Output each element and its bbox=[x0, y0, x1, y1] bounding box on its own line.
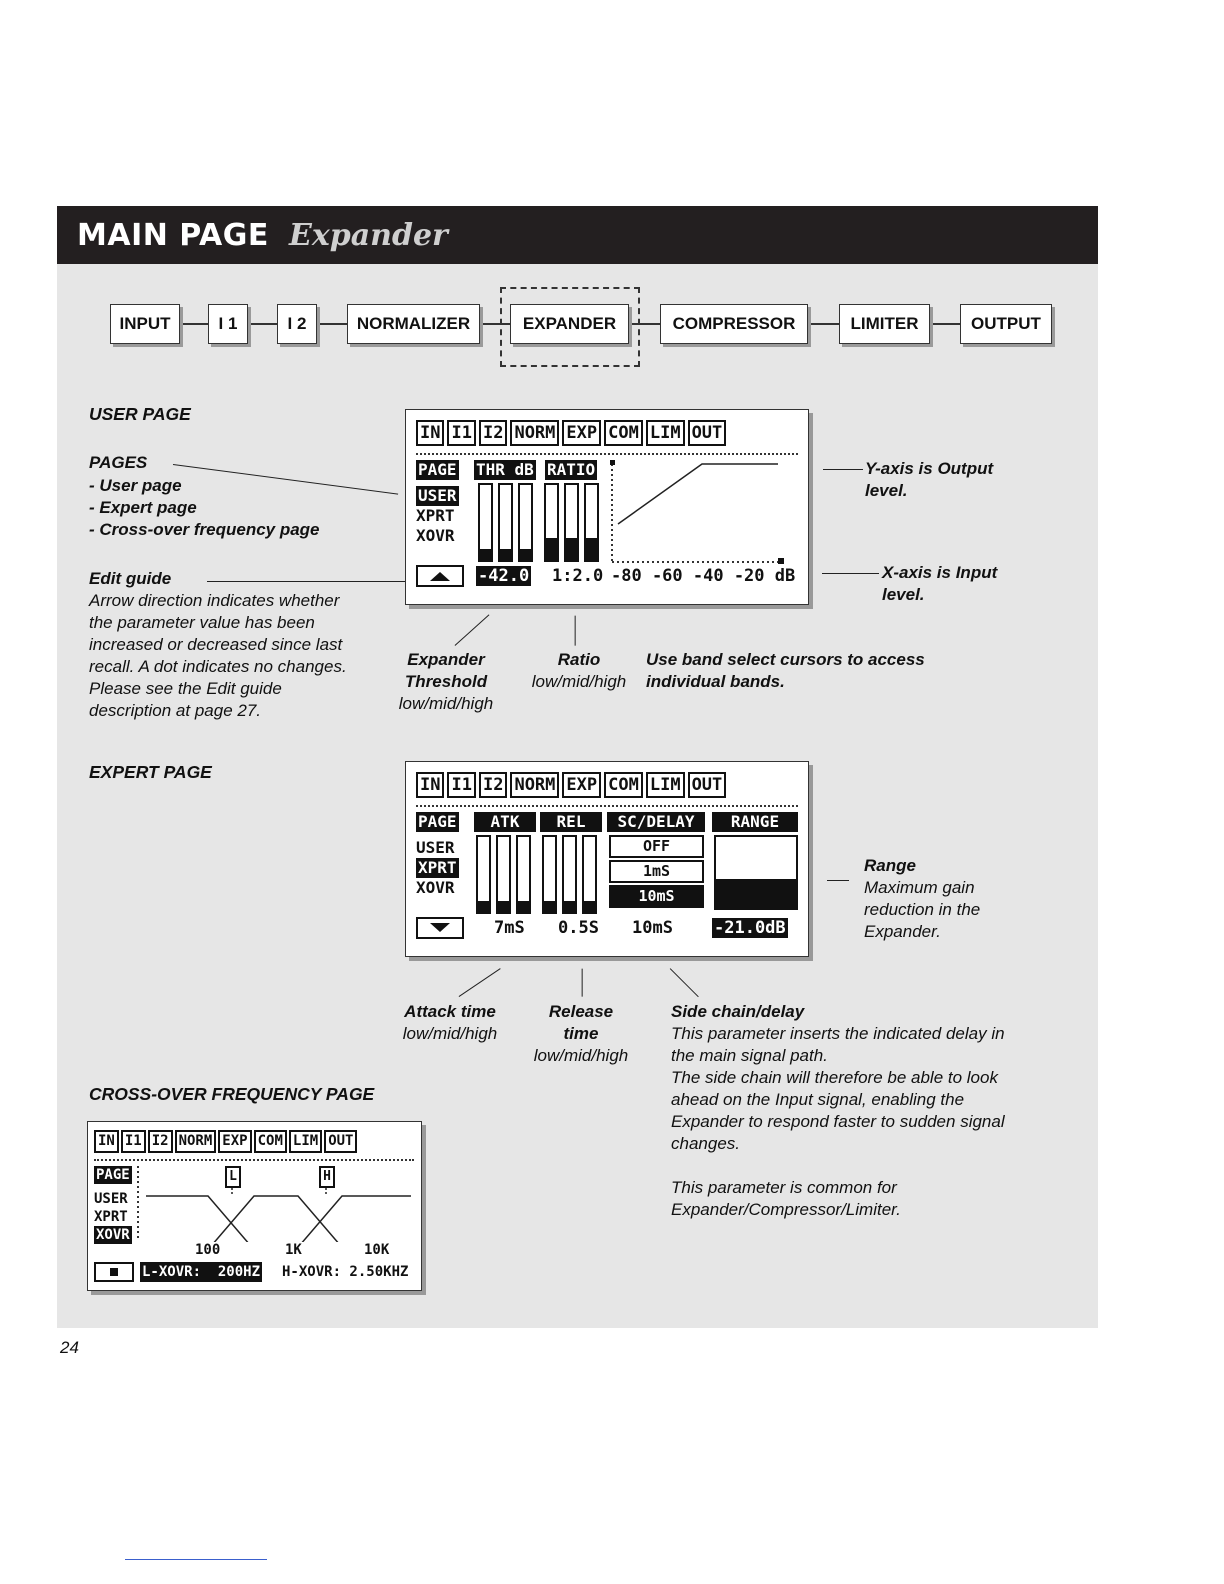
edit-guide-heading: Edit guide bbox=[89, 569, 172, 588]
arrow-up-icon bbox=[418, 567, 462, 585]
lcd-col-sidechain: SC/DELAY bbox=[607, 812, 705, 832]
pages-item: - Expert page bbox=[89, 498, 197, 517]
low-xover-value: L-XOVR: 200HZ bbox=[142, 1264, 261, 1280]
lcd-tab-out[interactable]: OUT bbox=[688, 772, 727, 798]
y-axis-note: Y-axis is Output bbox=[865, 459, 994, 478]
ratio-bar-mid bbox=[564, 483, 579, 562]
page-subtitle: Expander bbox=[289, 218, 448, 253]
sidechain-description: changes. bbox=[671, 1134, 740, 1153]
range-meter bbox=[714, 835, 798, 910]
lcd-tab-norm[interactable]: NORM bbox=[510, 772, 559, 798]
lcd-tab-i1[interactable]: I1 bbox=[447, 772, 475, 798]
user-page-lcd bbox=[405, 409, 809, 605]
chain-block-output[interactable]: OUTPUT bbox=[960, 304, 1052, 344]
crossover-graph bbox=[136, 1162, 416, 1242]
lcd-tab-lim[interactable]: LIM bbox=[646, 772, 685, 798]
chain-block-i1[interactable]: I 1 bbox=[208, 304, 248, 344]
ratio-value: 1:2.0 bbox=[552, 566, 604, 586]
chain-block-input[interactable]: INPUT bbox=[110, 304, 180, 344]
edit-guide-line: recall. A dot indicates no changes. bbox=[89, 657, 347, 676]
ratio-bar-high bbox=[584, 483, 599, 562]
lcd-divider bbox=[416, 453, 798, 455]
lcd-tab-bar bbox=[416, 420, 726, 446]
lcd-page-label: PAGE bbox=[418, 812, 457, 831]
leader-line bbox=[207, 581, 410, 582]
lcd-page-xovr[interactable]: XOVR bbox=[416, 526, 455, 545]
lcd-divider bbox=[94, 1159, 414, 1161]
chain-connector bbox=[930, 323, 960, 325]
sidechain-value: 10mS bbox=[632, 918, 673, 938]
freq-tick: 1K bbox=[285, 1242, 302, 1258]
lcd-tab-norm[interactable]: NORM bbox=[175, 1130, 217, 1153]
threshold-bar-mid bbox=[498, 483, 513, 562]
ratio-bar-low bbox=[544, 483, 559, 562]
edit-guide-indicator bbox=[94, 1262, 134, 1282]
release-value: 0.5S bbox=[558, 918, 599, 938]
lcd-tab-lim[interactable]: LIM bbox=[289, 1130, 322, 1153]
transfer-curve-graph bbox=[606, 458, 791, 566]
chain-connector bbox=[180, 323, 208, 325]
user-page-title: USER PAGE bbox=[89, 404, 191, 424]
xover-page-title: CROSS-OVER FREQUENCY PAGE bbox=[89, 1084, 375, 1104]
range-meter-empty bbox=[716, 837, 796, 879]
lcd-page-label: PAGE bbox=[418, 460, 457, 479]
range-description: reduction in the bbox=[864, 900, 981, 919]
lcd-col-threshold: THR dB bbox=[476, 460, 534, 479]
expert-page-title: EXPERT PAGE bbox=[89, 762, 212, 782]
chain-block-limiter[interactable]: LIMITER bbox=[839, 304, 930, 344]
band-select-note: individual bands. bbox=[646, 672, 785, 691]
page-header bbox=[57, 206, 1098, 264]
lcd-tab-in[interactable]: IN bbox=[416, 772, 444, 798]
chain-block-compressor[interactable]: COMPRESSOR bbox=[660, 304, 808, 344]
xover-page-lcd bbox=[87, 1121, 422, 1291]
lcd-tab-exp[interactable]: EXP bbox=[218, 1130, 251, 1153]
lcd-page-user[interactable]: USER bbox=[416, 838, 455, 857]
chain-block-i2[interactable]: I 2 bbox=[277, 304, 317, 344]
high-crossover-marker[interactable]: H bbox=[319, 1166, 335, 1188]
lcd-tab-i2[interactable]: I2 bbox=[148, 1130, 173, 1153]
sidechain-description: ahead on the Input signal, enabling the bbox=[671, 1090, 965, 1109]
lcd-tab-i2[interactable]: I2 bbox=[479, 772, 507, 798]
lcd-page-xprt[interactable]: XPRT bbox=[94, 1209, 128, 1225]
lcd-tab-bar bbox=[94, 1130, 357, 1153]
sidechain-description: The side chain will therefore be able to look bbox=[671, 1068, 998, 1087]
lcd-tab-com[interactable]: COM bbox=[604, 420, 643, 446]
lcd-page-xovr[interactable]: XOVR bbox=[96, 1227, 130, 1243]
chain-connector bbox=[317, 323, 347, 325]
lcd-tab-out[interactable]: OUT bbox=[688, 420, 727, 446]
leader-line bbox=[822, 573, 879, 574]
high-xover-value: H-XOVR: 2.50KHZ bbox=[282, 1264, 409, 1280]
lcd-tab-com[interactable]: COM bbox=[604, 772, 643, 798]
attack-caption: Attack time bbox=[404, 1002, 496, 1021]
lcd-tab-exp[interactable]: EXP bbox=[562, 420, 601, 446]
page-title: MAIN PAGE bbox=[77, 218, 269, 253]
lcd-tab-exp[interactable]: EXP bbox=[562, 772, 601, 798]
edit-guide-line: description at page 27. bbox=[89, 701, 262, 720]
pages-item: - User page bbox=[89, 476, 182, 495]
ratio-caption: Ratio bbox=[557, 650, 601, 669]
low-band-curve bbox=[146, 1196, 256, 1242]
sidechain-description: Expander to respond faster to sudden signal bbox=[671, 1112, 1005, 1131]
threshold-caption: Expander bbox=[407, 650, 485, 669]
dot-unchanged-icon bbox=[96, 1264, 132, 1280]
common-note: Expander/Compressor/Limiter. bbox=[671, 1200, 901, 1219]
edit-guide-indicator bbox=[416, 565, 464, 587]
low-crossover-marker[interactable]: L bbox=[225, 1166, 241, 1188]
attack-caption-sub: low/mid/high bbox=[402, 1024, 498, 1043]
edit-guide-line: the parameter value has been bbox=[89, 613, 315, 632]
range-description: Maximum gain bbox=[864, 878, 975, 897]
lcd-tab-lim[interactable]: LIM bbox=[646, 420, 685, 446]
lcd-tab-norm[interactable]: NORM bbox=[510, 420, 559, 446]
freq-tick: 100 bbox=[195, 1242, 221, 1258]
threshold-bar-high bbox=[518, 483, 533, 562]
lcd-col-attack: ATK bbox=[474, 812, 536, 832]
expert-page-lcd bbox=[405, 761, 809, 957]
leader-line bbox=[827, 880, 849, 881]
lcd-page-xprt[interactable]: XPRT bbox=[416, 506, 455, 525]
release-bar-mid bbox=[562, 835, 577, 914]
lcd-tab-i1[interactable]: I1 bbox=[121, 1130, 146, 1153]
lcd-tab-out[interactable]: OUT bbox=[324, 1130, 357, 1153]
lcd-tab-i2[interactable]: I2 bbox=[479, 420, 507, 446]
lcd-page-user[interactable]: USER bbox=[94, 1191, 128, 1207]
release-caption: Release bbox=[548, 1002, 614, 1021]
lcd-page-xovr[interactable]: XOVR bbox=[416, 878, 455, 897]
sidechain-option-10ms[interactable]: 10mS bbox=[609, 885, 704, 908]
edit-guide-line: Arrow direction indicates whether bbox=[89, 591, 340, 610]
lcd-tab-bar bbox=[416, 772, 726, 798]
x-axis-note: X-axis is Input bbox=[882, 563, 998, 582]
common-note: This parameter is common for bbox=[671, 1178, 897, 1197]
edit-guide-line: Please see the Edit guide bbox=[89, 679, 282, 698]
lcd-col-release: REL bbox=[540, 812, 602, 832]
leader-line bbox=[574, 616, 575, 646]
lcd-divider bbox=[416, 805, 798, 807]
edit-guide-indicator bbox=[416, 917, 464, 939]
graph-corner-marker bbox=[610, 460, 615, 465]
sidechain-option-off[interactable]: OFF bbox=[609, 835, 704, 858]
pages-heading: PAGES bbox=[89, 453, 148, 472]
pages-item: - Cross-over frequency page bbox=[89, 520, 320, 539]
leader-line bbox=[581, 969, 582, 997]
chain-connector bbox=[808, 323, 839, 325]
lcd-page-user[interactable]: USER bbox=[418, 486, 457, 505]
chain-block-expander[interactable]: EXPANDER bbox=[510, 304, 629, 344]
threshold-value: -42.0 bbox=[478, 566, 530, 586]
lcd-tab-com[interactable]: COM bbox=[254, 1130, 287, 1153]
attack-bar-mid bbox=[496, 835, 511, 914]
footnote-rule bbox=[125, 1559, 267, 1560]
threshold-caption-sub: low/mid/high bbox=[398, 694, 494, 713]
threshold-bar-low bbox=[478, 483, 493, 562]
graph-corner-marker bbox=[778, 558, 784, 564]
range-value: -21.0dB bbox=[714, 918, 786, 938]
attack-bar-low bbox=[476, 835, 491, 914]
lcd-page-xprt[interactable]: XPRT bbox=[418, 858, 457, 877]
range-heading: Range bbox=[864, 856, 916, 875]
threshold-caption: Threshold bbox=[404, 672, 488, 691]
lcd-col-range: RANGE bbox=[712, 812, 798, 832]
sidechain-heading: Side chain/delay bbox=[671, 1002, 805, 1021]
leader-line bbox=[823, 469, 863, 470]
high-band-curve bbox=[294, 1196, 411, 1242]
edit-guide-line: increased or decreased since last bbox=[89, 635, 343, 654]
input-level-ticks: -80 -60 -40 -20 dB bbox=[611, 566, 796, 586]
range-description: Expander. bbox=[864, 922, 941, 941]
expander-transfer-curve bbox=[618, 464, 778, 524]
sidechain-description: This parameter inserts the indicated delay in bbox=[671, 1024, 1005, 1043]
attack-bar-high bbox=[516, 835, 531, 914]
release-bar-low bbox=[542, 835, 557, 914]
attack-value: 7mS bbox=[494, 918, 525, 938]
lcd-page-label: PAGE bbox=[96, 1167, 130, 1183]
release-caption: time bbox=[563, 1024, 599, 1043]
sidechain-description: the main signal path. bbox=[671, 1046, 828, 1065]
page-number: 24 bbox=[60, 1338, 79, 1357]
x-axis-note: level. bbox=[882, 585, 925, 604]
release-caption-sub: low/mid/high bbox=[533, 1046, 629, 1065]
y-axis-note: level. bbox=[865, 481, 908, 500]
lcd-tab-i1[interactable]: I1 bbox=[447, 420, 475, 446]
arrow-down-icon bbox=[418, 919, 462, 937]
lcd-tab-in[interactable]: IN bbox=[416, 420, 444, 446]
chain-connector bbox=[248, 323, 277, 325]
sidechain-option-1ms[interactable]: 1mS bbox=[609, 860, 704, 883]
ratio-caption-sub: low/mid/high bbox=[531, 672, 627, 691]
lcd-tab-in[interactable]: IN bbox=[94, 1130, 119, 1153]
release-bar-high bbox=[582, 835, 597, 914]
band-select-note: Use band select cursors to access bbox=[646, 650, 925, 669]
chain-block-normalizer[interactable]: NORMALIZER bbox=[347, 304, 480, 344]
freq-tick: 10K bbox=[364, 1242, 390, 1258]
lcd-col-ratio: RATIO bbox=[547, 460, 596, 479]
